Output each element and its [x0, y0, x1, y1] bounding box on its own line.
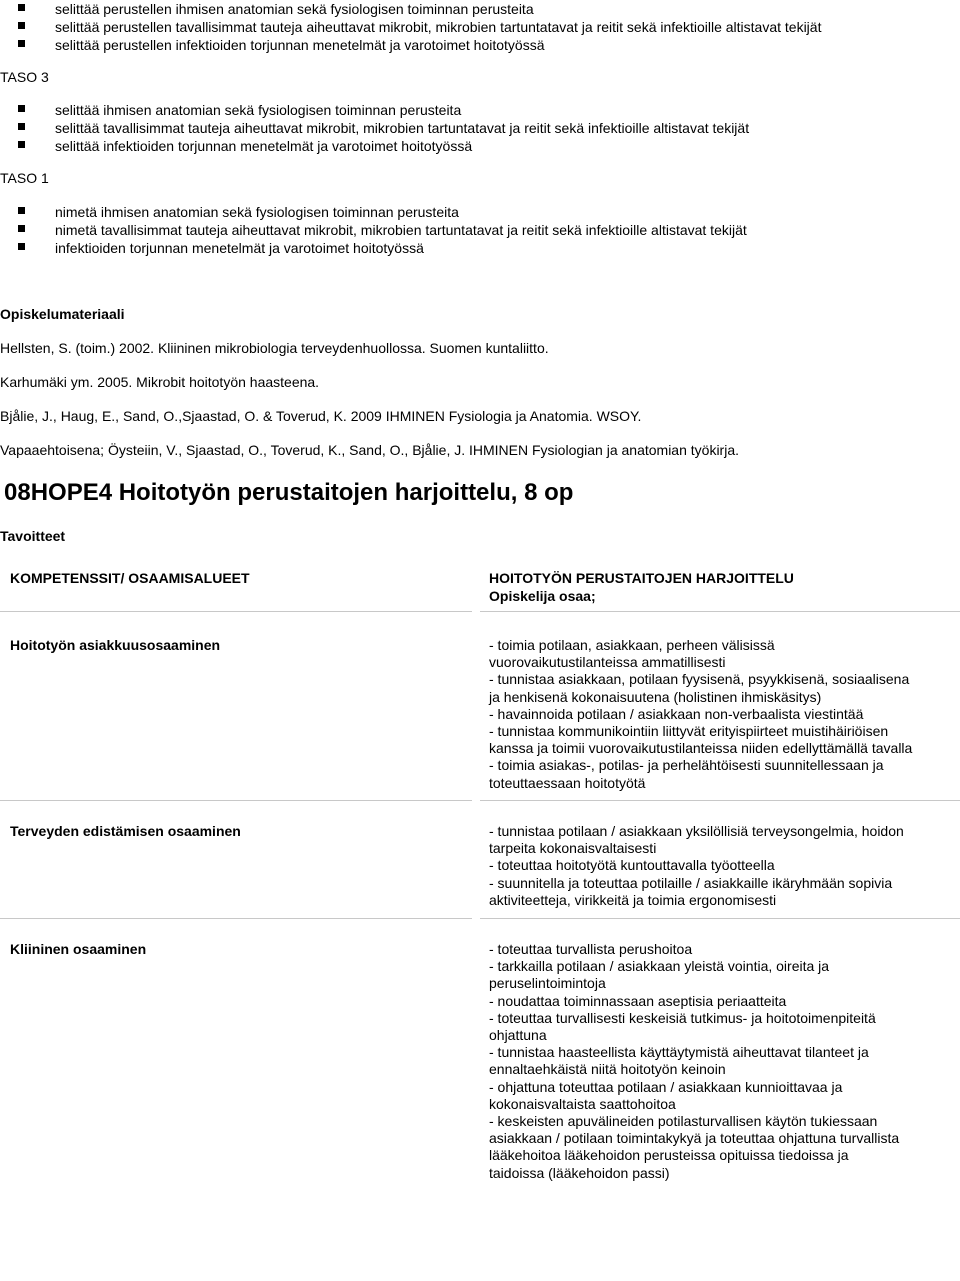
- list-item: selittää perustellen ihmisen anatomian sekä fysiologisen toiminnan perusteita: [18, 0, 821, 18]
- bullet-icon: [18, 123, 25, 130]
- col2-header: HOITOTYÖN PERUSTAITOJEN HARJOITTELU Opiskelija osaa;: [489, 570, 794, 604]
- materials-heading: Opiskelumateriaali: [0, 306, 125, 322]
- bullet-icon: [18, 105, 25, 112]
- reference-item: Bjålie, J., Haug, E., Sand, O.,Sjaastad, O. & Toverud, K. 2009 IHMINEN Fysiologia ja Anatomia. WSOY.: [0, 408, 642, 424]
- taso3-list: [18, 101, 749, 155]
- list-item: nimetä ihmisen anatomian sekä fysiologisen toiminnan perusteita: [18, 203, 747, 221]
- reference-item: Hellsten, S. (toim.) 2002. Kliininen mikrobiologia terveydenhuollossa. Suomen kuntaliitto.: [0, 340, 549, 356]
- list-item: selittää perustellen infektioiden torjunnan menetelmät ja varotoimet hoitotyössä: [18, 36, 821, 54]
- reference-item: Vapaaehtoisena; Öysteiin, V., Sjaastad, O., Toverud, K., Sand, O., Bjålie, J. IHMINEN Fysiologian ja anatomian työkirja.: [0, 442, 739, 458]
- list-item: selittää ihmisen anatomian sekä fysiologisen toiminnan perusteita: [18, 101, 749, 119]
- bullet-icon: [18, 40, 25, 47]
- divider: [0, 800, 472, 801]
- area-asiakkuus: Hoitotyön asiakkuusosaaminen: [10, 637, 221, 653]
- course-title: 08HOPE4 Hoitotyön perustaitojen harjoittelu, 8 op: [4, 479, 574, 506]
- list-item: infektioiden torjunnan menetelmät ja varotoimet hoitotyössä: [18, 239, 747, 257]
- bullet-icon: [18, 207, 25, 214]
- list-item: selittää tavallisimmat tauteja aiheuttavat mikrobit, mikrobien tartuntatavat ja reitit sekä infektioille altistavat tekijät: [18, 119, 749, 137]
- list-item: selittää infektioiden torjunnan menetelmät ja varotoimet hoitotyössä: [18, 137, 749, 155]
- objectives-heading: Tavoitteet: [0, 528, 66, 544]
- prev-level-list: [18, 0, 821, 54]
- taso1-list: [18, 203, 747, 257]
- bullet-icon: [18, 4, 25, 11]
- taso1-label: TASO 1: [0, 170, 49, 186]
- divider: [0, 918, 472, 919]
- bullet-icon: [18, 243, 25, 250]
- objectives-asiakkuus: - toimia potilaan, asiakkaan, perheen välisissä vuorovaikutustilanteissa ammatillisesti - tunnistaa asiakkaan, potilaan fyysisenä, psyykkisenä, sosiaalisena ja henkisenä kokonaisuutena (holistinen ihmiskäsitys) - havainnoida potilaan / asiakkaan non-verbaalista viestintää - tunnistaa kommunikointiin liittyvät erityispiirteet muistihäiriöisen kanssa ja toimii vuorovaikutustilanteissa niiden edellyttämällä tavalla - toimia asiakas-, potilas- ja perhelähtöisesti suunnitellessaan ja toteuttaessaan hoitotyötä: [489, 637, 913, 791]
- divider: [0, 611, 472, 612]
- bullet-icon: [18, 225, 25, 232]
- divider: [480, 918, 960, 919]
- objectives-kliininen: - toteuttaa turvallista perushoitoa - tarkkailla potilaan / asiakkaan yleistä vointia, oireita ja peruselintoimintoja - noudattaa toiminnassaan aseptisia periaatteita - toteuttaa turvallisesti keskeisiä tutkimus- ja hoitotoimenpiteitä ohjattuna - tunnistaa haasteellista käyttäytymistä aiheuttavat tilanteet ja ennaltaehkäistä niitä hoitotyön keinoin - ohjattuna toteuttaa potilaan / asiakkaan kunnioittavaa ja kokonaisvaltaista saattohoitoa - keskeisten apuvälineiden potilasturvallisen käytön tukiessaan asiakkaan / potilaan toimintakykyä ja toteuttaa ohjattuna turvallista lääkehoitoa lääkehoidon perusteissa opituissa tiedoissa ja taidoissa (lääkehoidon passi): [489, 941, 900, 1181]
- reference-item: Karhumäki ym. 2005. Mikrobit hoitotyön haasteena.: [0, 374, 320, 390]
- taso3-label: TASO 3: [0, 69, 49, 85]
- bullet-icon: [18, 141, 25, 148]
- divider: [480, 611, 960, 612]
- col1-header: KOMPETENSSIT/ OSAAMISALUEET: [10, 570, 250, 586]
- bullet-icon: [18, 22, 25, 29]
- divider: [480, 800, 960, 801]
- objectives-terveyden-edistaminen: - tunnistaa potilaan / asiakkaan yksilöllisiä terveysongelmia, hoidon tarpeita kokonaisvaltaisesti - toteuttaa hoitotyötä kuntouttavalla työotteella - suunnitella ja toteuttaa potilaille / asiakkaille ikäryhmään sopivia aktiviteetteja, virikkeitä ja toimia ergonomisesti: [489, 823, 904, 908]
- area-terveyden-edistaminen: Terveyden edistämisen osaaminen: [10, 823, 241, 839]
- list-item: nimetä tavallisimmat tauteja aiheuttavat mikrobit, mikrobien tartuntatavat ja reitit sekä infektioille altistavat tekijät: [18, 221, 747, 239]
- list-item: selittää perustellen tavallisimmat tauteja aiheuttavat mikrobit, mikrobien tartuntatavat ja reitit sekä infektioille altistavat tekijät: [18, 18, 821, 36]
- area-kliininen: Kliininen osaaminen: [10, 941, 147, 957]
